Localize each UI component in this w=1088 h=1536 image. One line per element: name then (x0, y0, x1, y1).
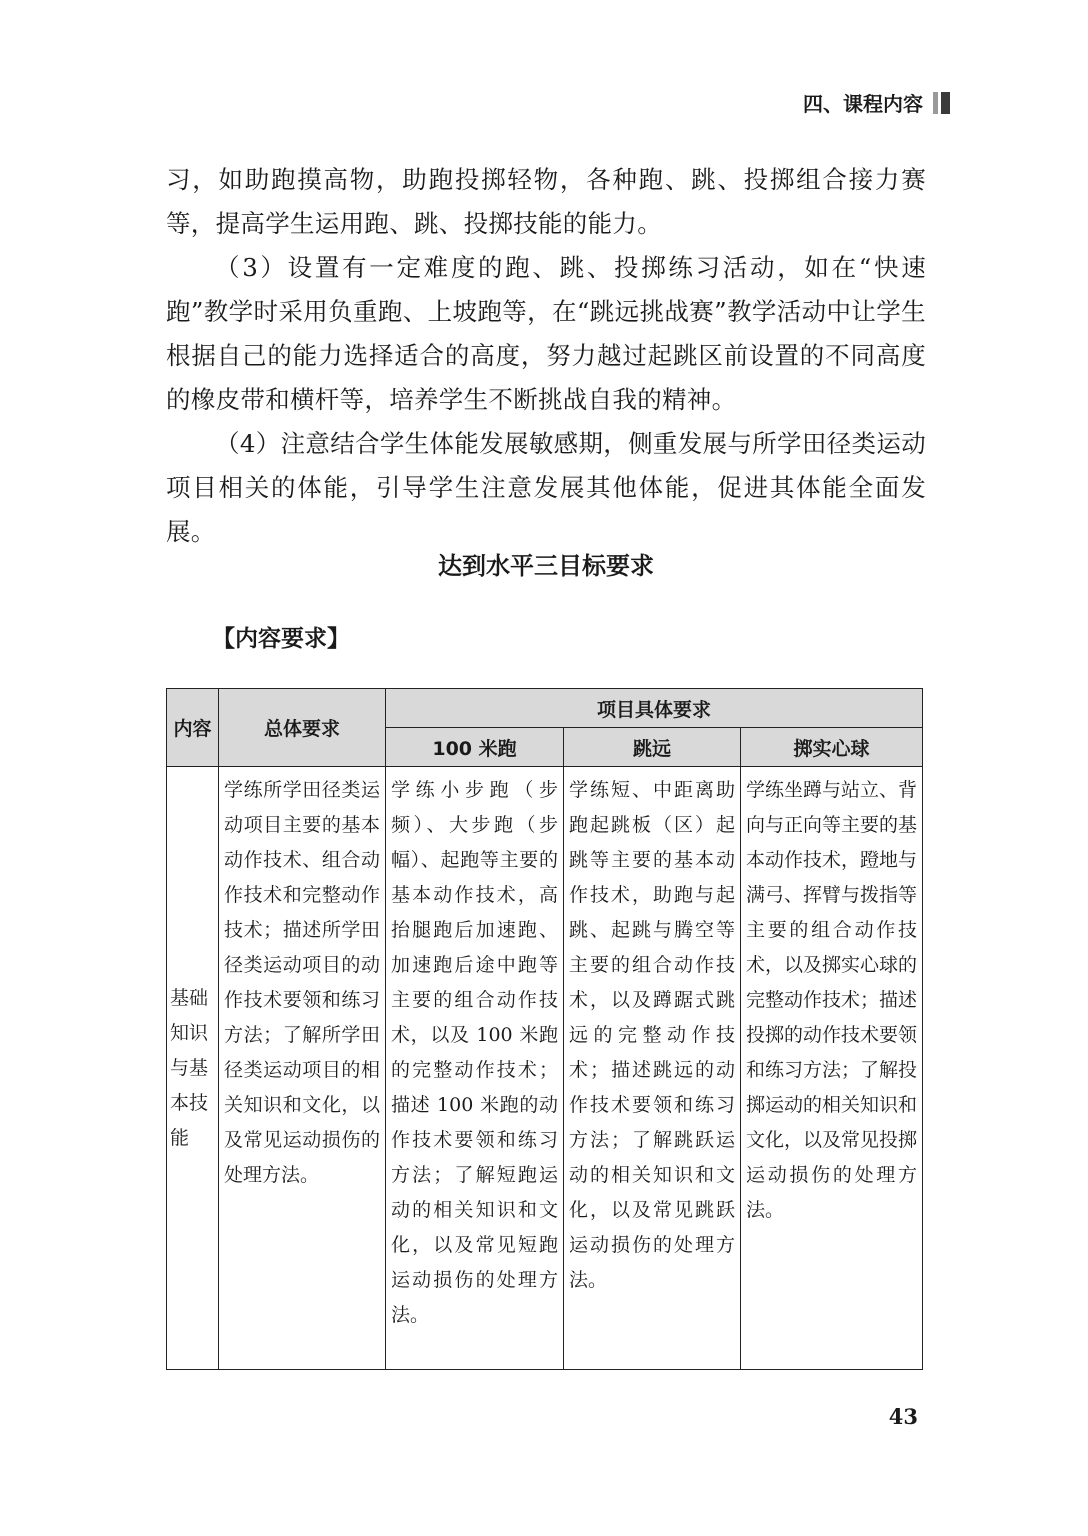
cell-sprint: 学练小步跑（步频）、大步跑（步幅）、起跑等主要的基本动作技术，高抬腿跑后加速跑、加速跑后途中跑等主要的组合动作技术，以及 100 米跑的完整动作技术；描述 100 米跑的动作技术要领和练习方法；了解短跑运动的相关知识和文化，以及常见短跑运动损伤的处理方法。 (386, 767, 564, 1370)
content-requirements-table (166, 688, 923, 1370)
section-marker-icon (933, 92, 950, 114)
header-specific: 项目具体要求 (386, 689, 923, 728)
cell-overall: 学练所学田径类运动项目主要的基本动作技术、组合动作技术和完整动作技术；描述所学田径类运动项目的动作技术要领和练习方法；了解所学田径类运动项目的相关知识和文化，以及常见运动损伤的处理方法。 (219, 767, 386, 1370)
page-number: 43 (888, 1404, 918, 1429)
header-long-jump: 跳远 (564, 728, 741, 767)
table-header-row (167, 689, 923, 728)
header-shot: 掷实心球 (741, 728, 923, 767)
table-row (167, 767, 923, 1370)
header-sprint: 100 米跑 (386, 728, 564, 767)
paragraph: （4）注意结合学生体能发展敏感期，侧重发展与所学田径类运动项目相关的体能，引导学生注意发展其他体能，促进其体能全面发展。 (166, 429, 926, 546)
cell-shot: 学练坐蹲与站立、背向与正向等主要的基本动作技术，蹬地与满弓、挥臂与拨指等主要的组合动作技术，以及掷实心球的完整动作技术；描述投掷的动作技术要领和练习方法；了解投掷运动的相关知识和文化，以及常见投掷运动损伤的处理方法。 (741, 767, 923, 1370)
running-head-title: 四、课程内容 (803, 92, 923, 116)
section-marker-bar-light (933, 92, 938, 114)
section-marker-bar-dark (941, 92, 950, 114)
subsection-title: 【内容要求】 (212, 626, 350, 652)
section-title: 达到水平三目标要求 (438, 552, 654, 580)
paragraph: 习，如助跑摸高物，助跑投掷轻物，各种跑、跳、投掷组合接力赛等，提高学生运用跑、跳、投掷技能的能力。 (166, 165, 926, 238)
body-text (166, 158, 926, 554)
header-content: 内容 (167, 689, 219, 767)
running-head (803, 88, 950, 117)
header-overall: 总体要求 (219, 689, 386, 767)
cell-long-jump: 学练短、中距离助跑起跳板（区）起跳等主要的基本动作技术，助跑与起跳、起跳与腾空等主要的组合动作技术，以及蹲踞式跳远的完整动作技术；描述跳远的动作技术要领和练习方法；了解跳跃运动的相关知识和文化，以及常见跳跃运动损伤的处理方法。 (564, 767, 741, 1370)
paragraph: （3）设置有一定难度的跑、跳、投掷练习活动，如在“快速跑”教学时采用负重跑、上坡跑等，在“跳远挑战赛”教学活动中让学生根据自己的能力选择适合的高度，努力越过起跳区前设置的不同高度的橡皮带和横杆等，培养学生不断挑战自我的精神。 (166, 253, 926, 414)
cell-category: 基础知识与基本技能 (167, 767, 219, 1370)
